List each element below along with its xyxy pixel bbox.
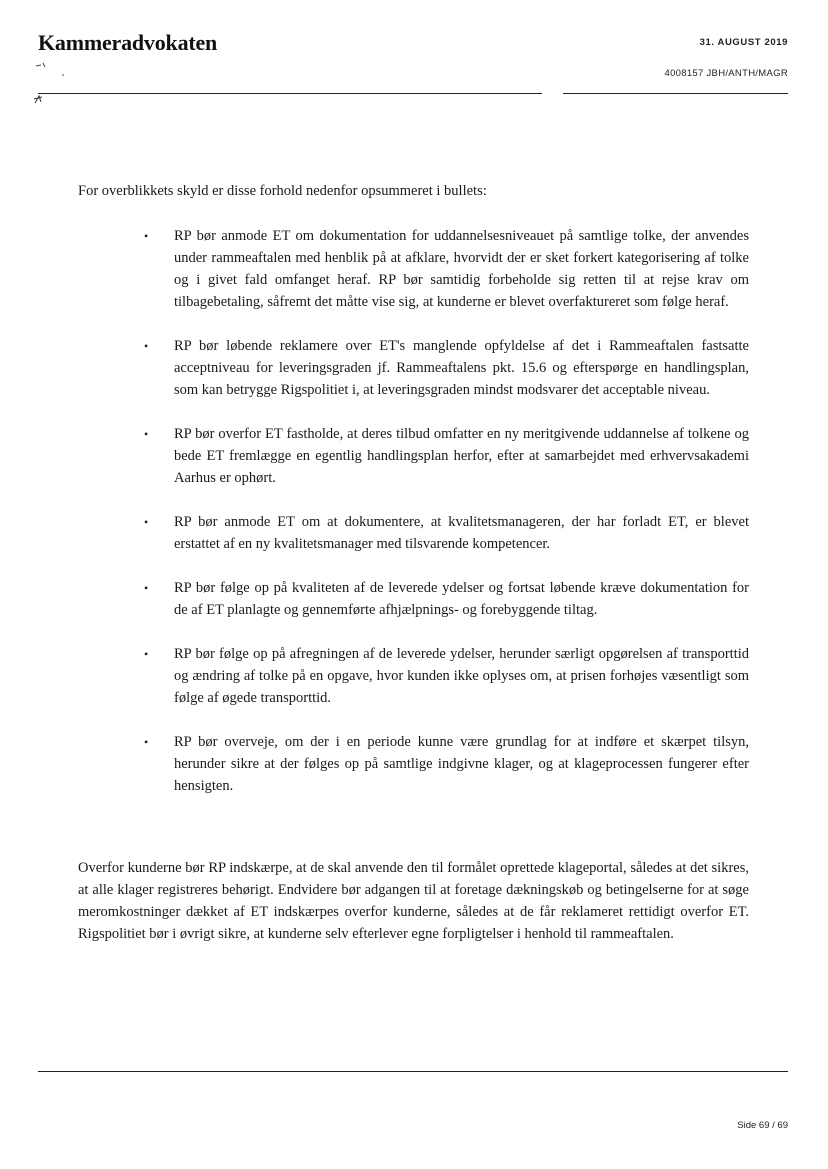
bullet-text: RP bør følge op på afregningen af de leverede ydelser, herunder særligt opgørelsen af transporttid og ændring af tolke på en opgave, hvor kunden ikke oplyses om, at prisen forhøjes væsentligt som følge af øgede transporttid. <box>174 646 749 706</box>
bullet-dot: • <box>144 647 149 661</box>
bullet-text: RP bør løbende reklamere over ET's manglende opfyldelse af det i Rammeaftalen fastsatte acceptniveau for leveringsgraden jf. Rammeaftalens pkt. 15.6 og efterspørge en handlingsplan, som kan betrygge Rigspolitiet i, at leveringsgraden mindst modsvarer det acceptable niveau. <box>174 338 749 398</box>
footer-divider <box>38 1071 788 1072</box>
bullet-text: RP bør anmode ET om dokumentation for uddannelsesniveauet på samtlige tolke, der anvendes under rammeaftalen med henblik på at afklare, hvorvidt der er sket forkert kategorisering af tolke og i givet fald omfanget heraf. RP bør samtidig forbeholde sig retten til at rejse krav om tilbagebetaling, såfremt det måtte vise sig, at kunderne er blevet overfaktureret som følge heraf. <box>174 228 749 310</box>
document-reference: 4008157 JBH/ANTH/MAGR <box>664 68 788 79</box>
bullet-item <box>144 577 749 621</box>
bullet-text: RP bør anmode ET om at dokumentere, at kvalitetsmanageren, der har forladt ET, er blevet erstattet af en ny kvalitetsmanager med tilsvarende kompetencer. <box>174 514 749 552</box>
bullet-text: RP bør overfor ET fastholde, at deres tilbud omfatter en ny meritgivende uddannelse af tolkene og bede ET fremlægge en egentlig handlingsplan herfor, efter at samarbejdet med erhvervsakademi Aarhus er ophørt. <box>174 426 749 486</box>
bullet-dot: • <box>144 229 149 243</box>
closing-paragraph: Overfor kunderne bør RP indskærpe, at de skal anvende den til formålet oprettede klageportal, således at det sikres, at alle klager registreres behørigt. Endvidere bør adgangen til at foretage dækningskøb og betingelserne for at søge meromkostninger dækket af ET indskærpes overfor kunderne, således at de får reklameret rettidigt overfor ET. Rigspolitiet bør i øvrigt sikre, at kunderne selv efterlever egne forpligtelser i henhold til rammeaftalen. <box>78 860 749 942</box>
page-number: Side 69 / 69 <box>737 1120 788 1131</box>
document-date: 31. AUGUST 2019 <box>699 37 788 48</box>
bullet-dot: • <box>144 515 149 529</box>
header-divider-left <box>38 93 542 94</box>
intro-paragraph: For overblikkets skyld er disse forhold nedenfor opsummeret i bullets: <box>78 183 487 199</box>
firm-logo: Kammeradvokaten <box>38 30 218 55</box>
bullet-dot: • <box>144 427 149 441</box>
bullet-dot: • <box>144 581 149 595</box>
bullet-dot: • <box>144 735 149 749</box>
header-divider-right <box>563 93 788 94</box>
bullet-item <box>144 225 749 313</box>
handwritten-mark <box>33 58 73 108</box>
bullet-item <box>144 423 749 489</box>
bullet-item <box>144 643 749 709</box>
bullet-item <box>144 731 749 797</box>
bullet-list <box>144 225 749 797</box>
bullet-dot: • <box>144 339 149 353</box>
bullet-item <box>144 511 749 555</box>
bullet-item <box>144 335 749 401</box>
bullet-text: RP bør overveje, om der i en periode kunne være grundlag for at indføre et skærpet tilsyn, herunder sikre at der følges op på samtlige indgivne klager, og at klageprocessen fungerer efter hensigten. <box>174 734 749 794</box>
bullet-text: RP bør følge op på kvaliteten af de leverede ydelser og fortsat løbende kræve dokumentation for de af ET planlagte og gennemførte afhjælpnings- og forebyggende tiltag. <box>174 580 749 618</box>
